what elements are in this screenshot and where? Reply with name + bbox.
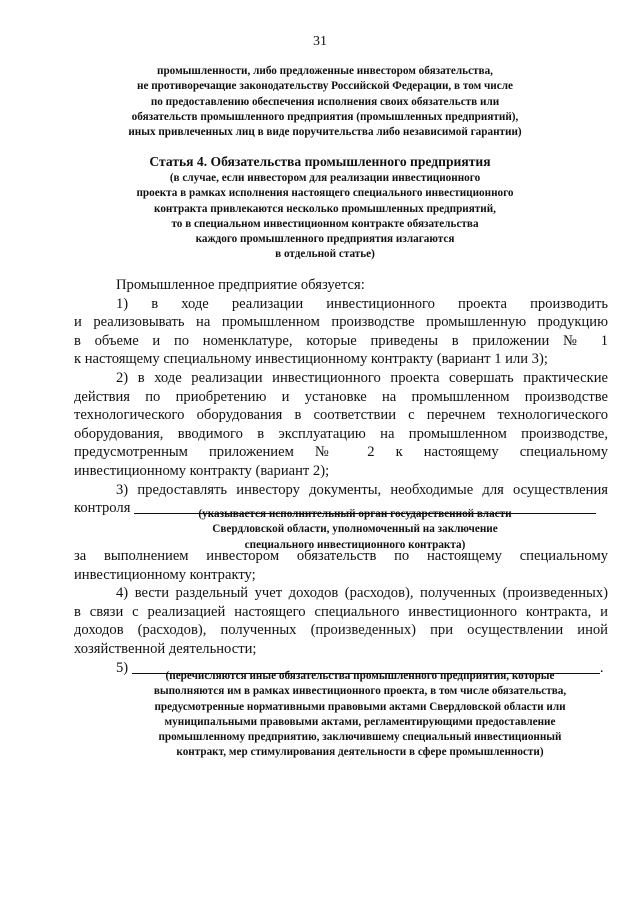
item-2-line: 2) в ходе реализации инвестиционного проекта совершать практические [116, 369, 608, 386]
item-3-control-label: контроля [74, 500, 131, 517]
item-1-line: 1) в ходе реализации инвестиционного проекта производить [116, 295, 608, 312]
other-obligations-note-line: промышленному предприятию, заключившему специальный инвестиционный [158, 731, 562, 744]
item-4-line: 4) вести раздельный учет доходов (расходов), полученных (произведенных) [116, 585, 608, 602]
item-3-line: 3) предоставлять инвестору документы, необходимые для осуществления [116, 481, 608, 498]
item-1-line: к настоящему специальному инвестиционному контракту (вариант 1 или 3); [74, 351, 548, 368]
item-5-number: 5) [116, 659, 129, 676]
control-authority-note-line: (указывается исполнительный орган государственной власти [198, 508, 512, 520]
article-note-line: (в случае, если инвестором для реализации инвестиционного [169, 172, 481, 184]
control-authority-note-line: Свердловской области, уполномоченный на заключение [212, 523, 498, 536]
obligations-body-continued [74, 547, 608, 677]
intro-line: по предоставлению обеспечения исполнения своих обязательств или [150, 95, 500, 108]
item-2-line: технологического оборудования в соответствии с перечнем технологического [74, 407, 608, 424]
item-2-line: инвестиционному контракту (вариант 2); [74, 462, 330, 479]
item-1-line: в объеме и по номенклатуре, которые приведены в приложении № 1 [74, 332, 608, 349]
item-3-tail-line: инвестиционному контракту; [74, 566, 256, 583]
other-obligations-note-line: (перечисляются иные обязательства промышленного предприятия, которые [165, 670, 555, 682]
control-authority-note-line: специального инвестиционного контракта) [244, 538, 466, 551]
item-1-line: и реализовывать на промышленном производстве промышленную продукцию [74, 314, 608, 331]
item-3-tail-line: за выполнением инвестором обязательств по настоящему специальному [74, 548, 608, 564]
article-title: Статья 4. Обязательства промышленного предприятия [149, 154, 491, 169]
item-4-line: доходов (расходов), полученных (произведенных) при осуществлении иной [74, 622, 608, 639]
article-note-line: то в специальном инвестиционном контракте обязательства [171, 217, 479, 230]
intro-line: не противоречащие законодательству Российской Федерации, в том числе [137, 80, 513, 93]
article-note-line: каждого промышленного предприятия излагаются [195, 233, 455, 246]
other-obligations-note-line: муниципальными правовыми актами, регламентирующими предоставление [164, 715, 556, 728]
article-note [110, 171, 540, 263]
obligations-intro: Промышленное предприятие обязуется: [116, 277, 365, 293]
intro-paragraph [95, 64, 555, 140]
item-5-period: . [599, 659, 604, 676]
item-4-line: хозяйственной деятельности; [74, 640, 257, 657]
item-2-line: оборудования, вводимого в эксплуатацию на промышленном производстве, [74, 425, 608, 442]
item-2-line: предусмотренным приложением № 2 к настоящему специальному [74, 444, 608, 461]
item-2-line: действия по приобретению и установке на промышленном производстве [74, 388, 608, 405]
other-obligations-note-line: предусмотренные нормативными правовыми актами Свердловской области или [154, 700, 566, 713]
control-authority-note [165, 507, 545, 553]
item-4-line: в связи с реализацией настоящего специального инвестиционного контракта, и [74, 603, 608, 620]
article-note-line: проекта в рамках исполнения настоящего специального инвестиционного [136, 187, 514, 200]
article-note-line: контракта привлекаются несколько промышленных предприятий, [154, 202, 496, 215]
intro-line: обязательств промышленного предприятия (промышленных предприятий), [131, 110, 519, 123]
article-note-line: в отдельной статье) [275, 248, 375, 261]
other-obligations-note-line: контракт, мер стимулирования деятельности в сфере промышленности) [176, 746, 544, 759]
page-number: 31 [313, 34, 327, 49]
intro-line: иных привлеченных лиц в виде поручительства либо независимой гарантии) [128, 126, 522, 139]
obligations-body [74, 276, 608, 518]
intro-line: промышленности, либо предложенные инвестором обязательства, [157, 65, 493, 77]
other-obligations-note-line: выполняются им в рамках инвестиционного проекта, в том числе обязательства, [153, 685, 567, 698]
other-obligations-note [125, 669, 595, 761]
